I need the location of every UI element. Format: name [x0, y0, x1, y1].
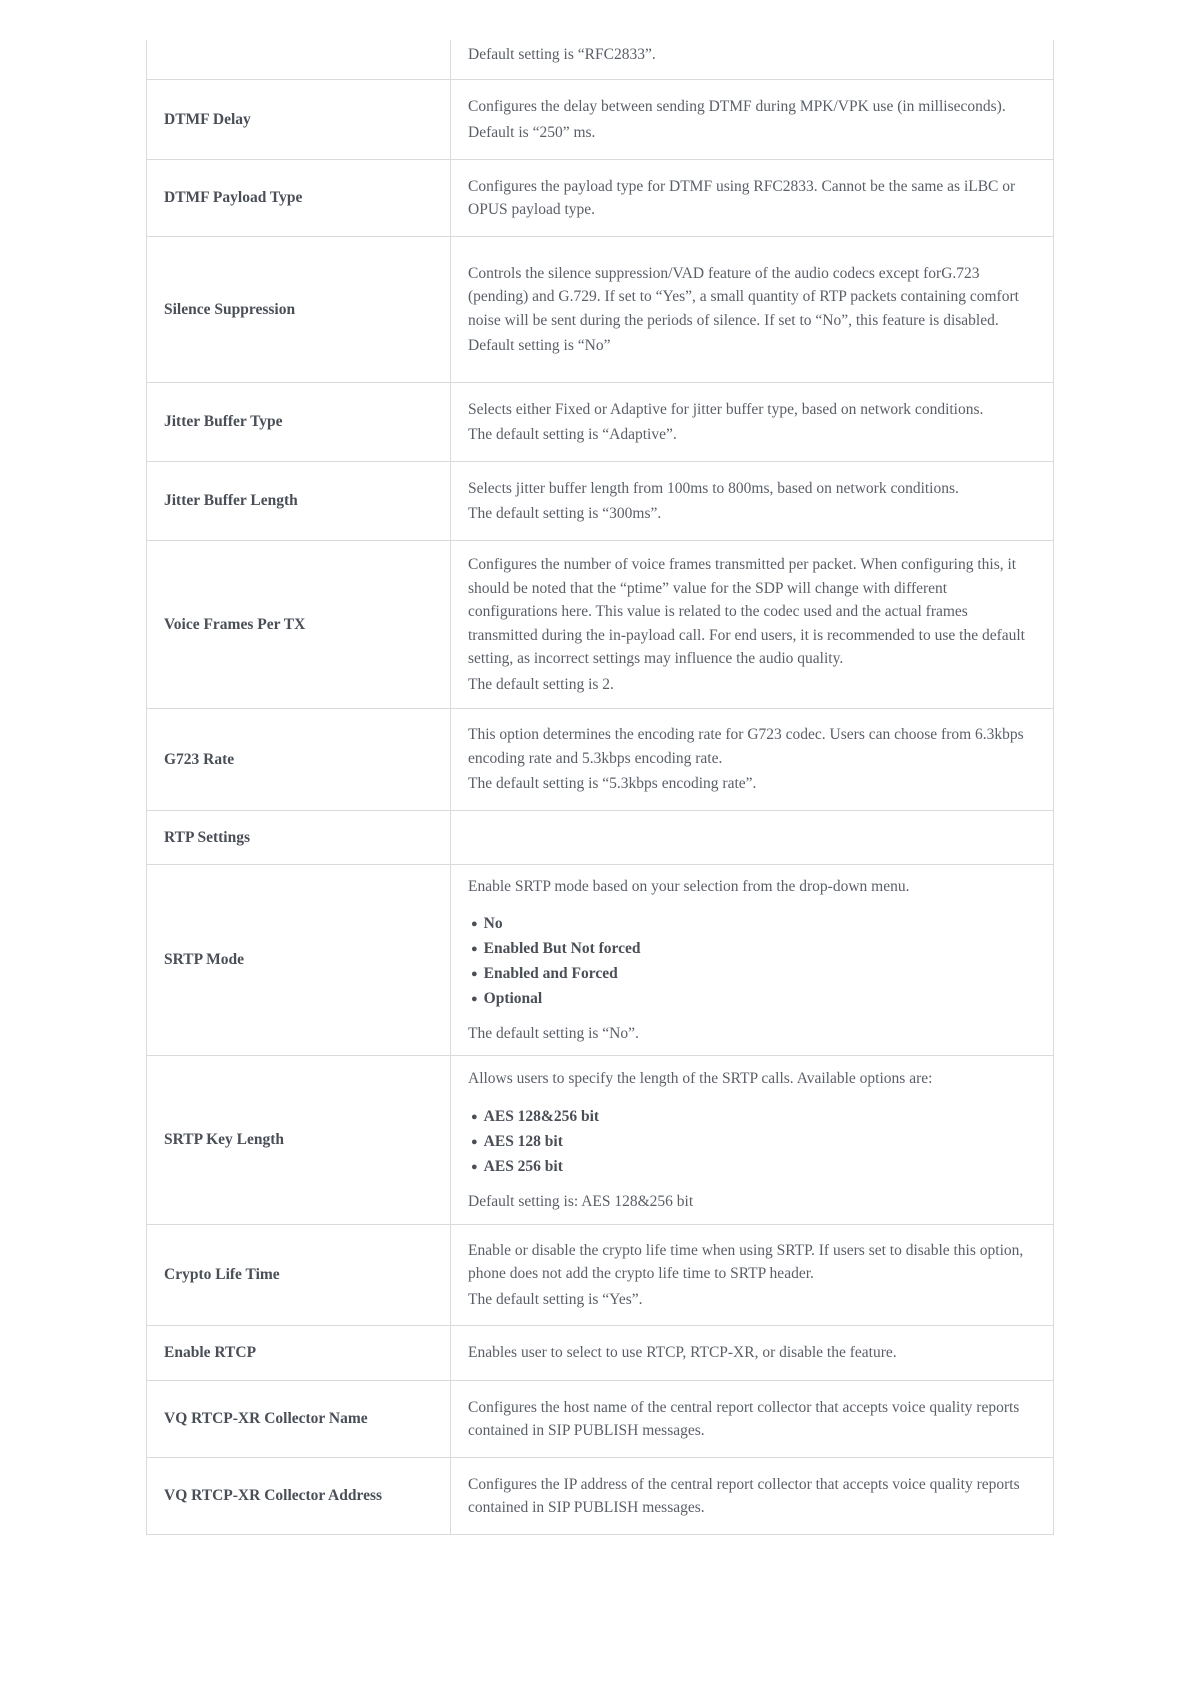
option-item: ● No: [471, 912, 1036, 937]
setting-description: [451, 160, 1053, 236]
setting-name: DTMF Payload Type: [147, 160, 451, 236]
setting-name: Jitter Buffer Length: [147, 462, 451, 540]
setting-name: Silence Suppression: [147, 237, 451, 382]
table-row-dtmf-delay: [147, 80, 1053, 160]
description-line: Enable or disable the crypto life time when using SRTP. If users set to disable this option, phone does not add the crypto life time to SRTP header.: [468, 1241, 1024, 1283]
description-line: The default setting is “5.3kbps encoding rate”.: [468, 775, 757, 793]
description-line: The default setting is “Adaptive”.: [468, 426, 677, 443]
option-item: ● AES 256 bit: [471, 1155, 1036, 1180]
table-row-vq-rtcp-xr-collector-name: [147, 1381, 1053, 1458]
description-line: Enables user to select to use RTCP, RTCP-XR, or disable the feature.: [468, 1344, 897, 1362]
setting-name: Enable RTCP: [147, 1326, 451, 1380]
description-intro: Enable SRTP mode based on your selection from the drop-down menu.: [468, 877, 910, 895]
setting-description: [451, 541, 1053, 708]
table-row-voice-frames-per-tx: [147, 541, 1053, 709]
table-row-srtp-key-length: [147, 1056, 1053, 1225]
table-row-continued: [147, 40, 1053, 80]
table-row-enable-rtcp: [147, 1326, 1053, 1381]
setting-name: Jitter Buffer Type: [147, 383, 451, 461]
setting-name: Crypto Life Time: [147, 1225, 451, 1325]
settings-table: [146, 40, 1054, 1535]
description-line: The default setting is “Yes”.: [468, 1290, 643, 1308]
setting-description: [451, 462, 1053, 540]
description-line: The default setting is “300ms”.: [468, 505, 662, 522]
description-line: Controls the silence suppression/VAD feature of the audio codecs except forG.723 (pending) and G.729. If set to “Yes”, a small quantity of RTP packets containing comfort noise will be sent during the periods of silence. If set to “No”, this feature is disabled.: [468, 264, 1019, 329]
setting-description: [451, 237, 1053, 382]
description-line: The default setting is 2.: [468, 675, 614, 693]
setting-name: VQ RTCP-XR Collector Address: [147, 1458, 451, 1534]
table-row-silence-suppression: [147, 237, 1053, 383]
table-row-dtmf-payload-type: [147, 160, 1053, 237]
description-intro: Allows users to specify the length of the SRTP calls. Available options are:: [468, 1070, 933, 1087]
setting-description: [451, 865, 1053, 1055]
setting-name: Voice Frames Per TX: [147, 541, 451, 708]
options-list: [468, 1105, 1036, 1180]
setting-description: [451, 1225, 1053, 1325]
setting-description: [451, 1326, 1053, 1380]
description-line: Configures the number of voice frames transmitted per packet. When configuring this, it should be noted that the “ptime” value for the SDP will change with different configurations here. This value is related to the codec used and the actual frames transmitted during the in-payload call. For end users, it is recommended to use the default setting, as incorrect settings may influence the audio quality.: [468, 556, 1025, 667]
table-row-srtp-mode: [147, 865, 1053, 1056]
setting-description: [451, 709, 1053, 810]
table-row-g723-rate: [147, 709, 1053, 811]
table-row-jitter-buffer-length: [147, 462, 1053, 541]
option-item: ● Optional: [471, 987, 1036, 1012]
table-row-crypto-life-time: [147, 1225, 1053, 1326]
setting-name: RTP Settings: [147, 811, 451, 864]
setting-description: [451, 40, 1053, 79]
description-default: Default setting is: AES 128&256 bit: [468, 1192, 694, 1210]
setting-description: [451, 1056, 1053, 1224]
description-line: Selects either Fixed or Adaptive for jitter buffer type, based on network conditions.: [468, 400, 984, 418]
description-line: Configures the host name of the central report collector that accepts voice quality reports contained in SIP PUBLISH messages.: [468, 1398, 1020, 1439]
setting-description: [451, 383, 1053, 461]
description-line: Configures the delay between sending DTMF during MPK/VPK use (in milliseconds).: [468, 98, 1006, 115]
option-item: ● Enabled and Forced: [471, 962, 1036, 987]
table-row-jitter-buffer-type: [147, 383, 1053, 462]
setting-name: G723 Rate: [147, 709, 451, 810]
description-line: This option determines the encoding rate for G723 codec. Users can choose from 6.3kbps encoding rate and 5.3kbps encoding rate.: [468, 726, 1024, 767]
table-row-rtp-settings: [147, 811, 1053, 865]
description-default: The default setting is “No”.: [468, 1025, 639, 1042]
table-row-vq-rtcp-xr-collector-address: [147, 1458, 1053, 1535]
description-line: Configures the payload type for DTMF using RFC2833. Cannot be the same as iLBC or OPUS payload type.: [468, 177, 1016, 218]
description-line: Selects jitter buffer length from 100ms to 800ms, based on network conditions.: [468, 479, 959, 497]
option-item: ● Enabled But Not forced: [471, 937, 1036, 962]
setting-description: [451, 1458, 1053, 1534]
setting-description: [451, 1381, 1053, 1457]
description-line: Configures the IP address of the central report collector that accepts voice quality reports contained in SIP PUBLISH messages.: [468, 1475, 1020, 1516]
description-line: Default is “250” ms.: [468, 123, 596, 141]
setting-name: SRTP Key Length: [147, 1056, 451, 1224]
option-item: ● AES 128 bit: [471, 1130, 1036, 1155]
description-line: Default setting is “No”: [468, 337, 611, 354]
description-line: Default setting is “RFC2833”.: [468, 46, 656, 63]
options-list: [468, 912, 1036, 1012]
option-item: ● AES 128&256 bit: [471, 1105, 1036, 1130]
setting-name: VQ RTCP-XR Collector Name: [147, 1381, 451, 1457]
setting-name: [147, 40, 451, 79]
setting-description: [451, 811, 1053, 864]
setting-description: [451, 80, 1053, 159]
setting-name: SRTP Mode: [147, 865, 451, 1055]
setting-name: DTMF Delay: [147, 80, 451, 159]
